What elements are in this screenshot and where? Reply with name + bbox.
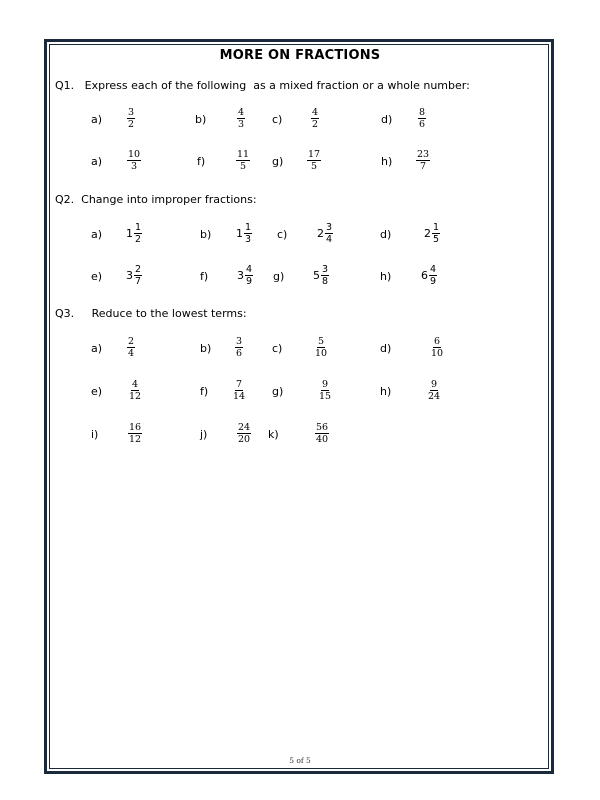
q1-e-fraction: $\frac{10}{3}$	[128, 149, 141, 172]
q1-c-fraction: $\frac{4}{2}$	[312, 107, 319, 130]
q1-g-label: g)	[272, 155, 284, 168]
q3-e-fraction: $\frac{4}{12}$	[129, 379, 142, 402]
q3-k-fraction: $\frac{56}{40}$	[316, 422, 329, 445]
q2-f-label: f)	[200, 270, 209, 283]
q1-h-fraction: $\frac{23}{7}$	[417, 149, 430, 172]
q1-b-label: b)	[195, 113, 207, 126]
q3-a-label: a)	[91, 342, 103, 355]
question-3-prompt: Q3. Reduce to the lowest terms:	[55, 307, 247, 320]
q1-a-label: a)	[91, 113, 103, 126]
q1-h-label: h)	[381, 155, 393, 168]
q3-d-label: d)	[380, 342, 392, 355]
q1-d-fraction: $\frac{8}{6}$	[419, 107, 426, 130]
q3-i-label: i)	[91, 428, 99, 441]
worksheet-title: MORE ON FRACTIONS	[219, 48, 381, 63]
page-border-inner	[49, 44, 549, 769]
q2-g-label: g)	[273, 270, 285, 283]
q2-a-mixed-number: 1 $\frac{1}{2}$	[126, 222, 142, 245]
q2-e-mixed-number: 3 $\frac{2}{7}$	[126, 264, 142, 287]
question-2-prompt: Q2. Change into improper fractions:	[55, 193, 257, 206]
q3-h-label: h)	[380, 385, 392, 398]
q3-k-label: k)	[268, 428, 279, 441]
q2-c-mixed-number: 2 $\frac{3}{4}$	[317, 222, 333, 245]
q1-f-fraction: $\frac{11}{5}$	[237, 149, 250, 172]
q2-e-label: e)	[91, 270, 103, 283]
q2-g-mixed-number: 5 $\frac{3}{8}$	[313, 264, 329, 287]
q2-d-label: d)	[380, 228, 392, 241]
q2-f-mixed-number: 3 $\frac{4}{9}$	[237, 264, 253, 287]
q3-b-label: b)	[200, 342, 212, 355]
q1-f-label: f)	[197, 155, 206, 168]
q1-b-fraction: $\frac{4}{3}$	[238, 107, 245, 130]
q3-e-label: e)	[91, 385, 103, 398]
q1-a-fraction: $\frac{3}{2}$	[128, 107, 135, 130]
q2-c-label: c)	[277, 228, 288, 241]
q2-h-mixed-number: 6 $\frac{4}{9}$	[421, 264, 437, 287]
q3-c-label: c)	[272, 342, 283, 355]
q3-g-label: g)	[272, 385, 284, 398]
q3-i-fraction: $\frac{16}{12}$	[129, 422, 142, 445]
q2-b-mixed-number: 1 $\frac{1}{3}$	[236, 222, 252, 245]
q3-f-label: f)	[200, 385, 209, 398]
q3-a-fraction: $\frac{2}{4}$	[128, 336, 135, 359]
page-number: 5 of 5	[289, 756, 311, 765]
q2-d-mixed-number: 2 $\frac{1}{5}$	[424, 222, 440, 245]
q3-h-fraction: $\frac{9}{24}$	[428, 379, 441, 402]
q1-d-label: d)	[381, 113, 393, 126]
q3-j-fraction: $\frac{24}{20}$	[238, 422, 251, 445]
q3-c-fraction: $\frac{5}{10}$	[315, 336, 328, 359]
q3-d-fraction: $\frac{6}{10}$	[431, 336, 444, 359]
question-1-prompt: Q1. Express each of the following as a mixed fraction or a whole number:	[55, 79, 470, 92]
q2-h-label: h)	[380, 270, 392, 283]
q3-f-fraction: $\frac{7}{14}$	[233, 379, 246, 402]
q3-b-fraction: $\frac{3}{6}$	[236, 336, 243, 359]
q3-j-label: j)	[200, 428, 208, 441]
q1-g-fraction: $\frac{17}{5}$	[308, 149, 321, 172]
q1-c-label: c)	[272, 113, 283, 126]
q2-a-label: a)	[91, 228, 103, 241]
q2-b-label: b)	[200, 228, 212, 241]
q3-g-fraction: $\frac{9}{15}$	[319, 379, 332, 402]
q1-e-label: a)	[91, 155, 103, 168]
